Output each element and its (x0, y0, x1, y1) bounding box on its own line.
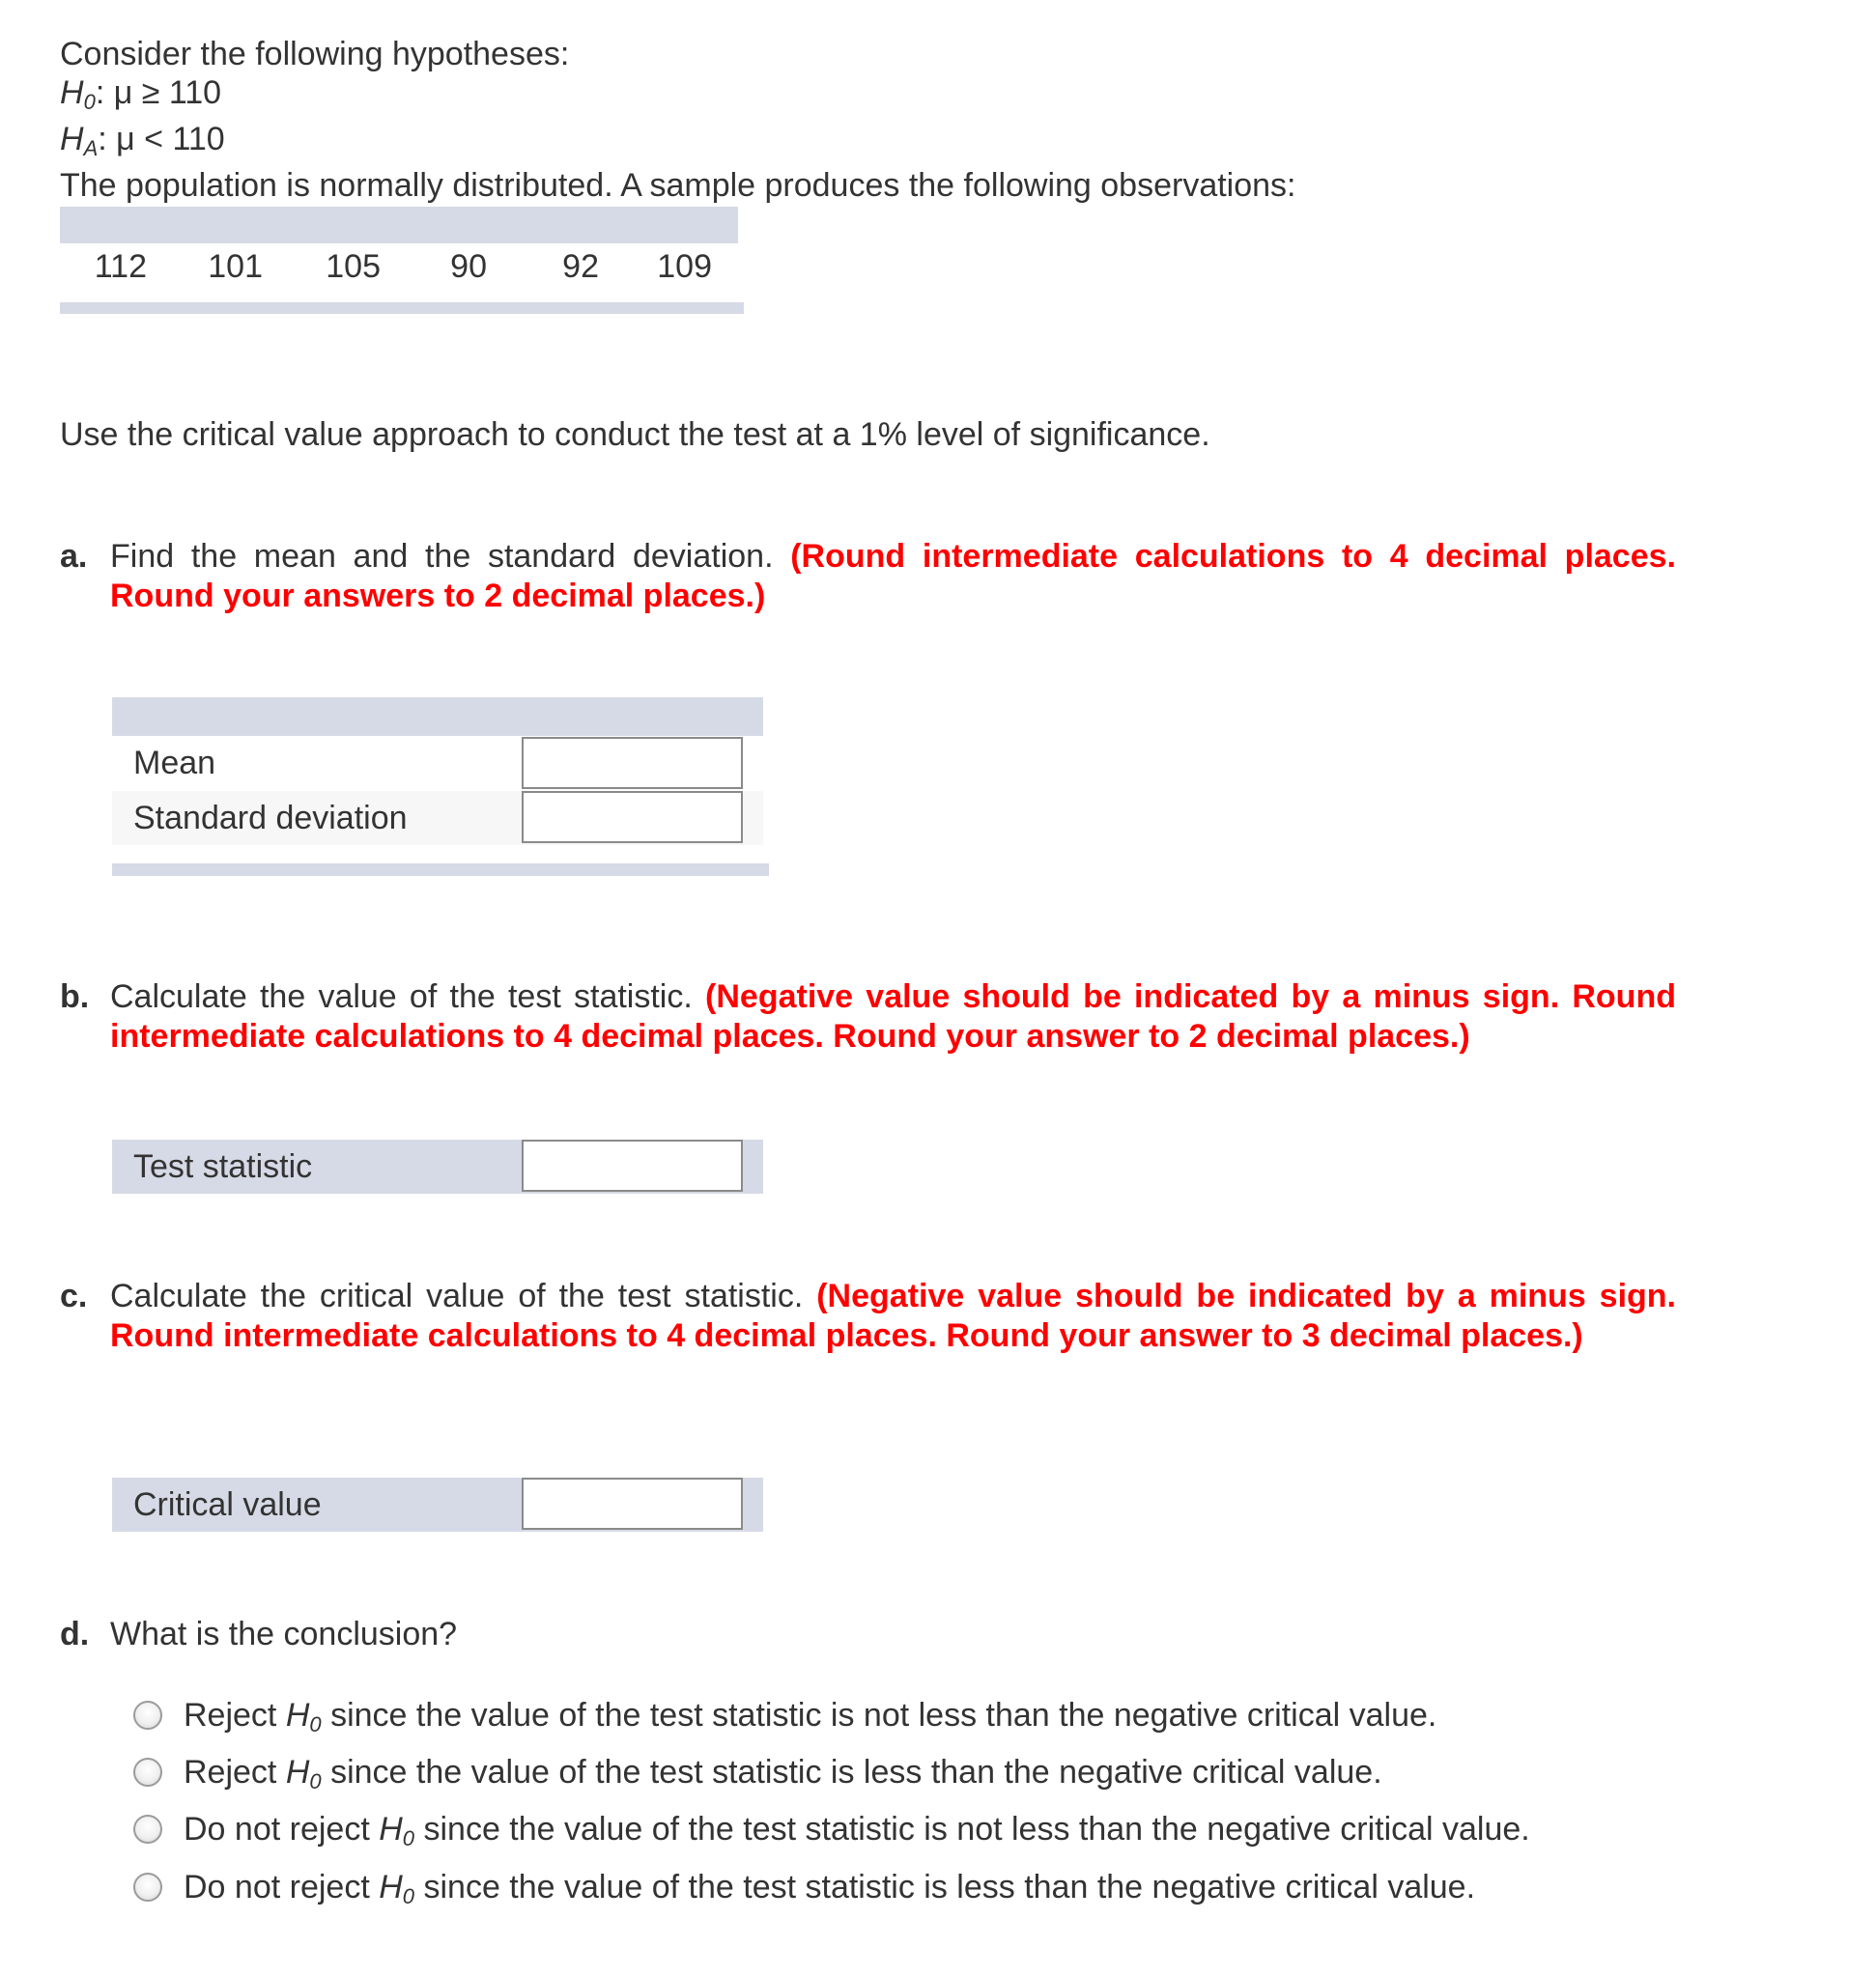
null-hypothesis-subscript: 0 (83, 90, 96, 114)
conclusion-option-label[interactable] (184, 1696, 1436, 1744)
part-a-question (110, 537, 1676, 616)
option-hypothesis-symbol: H (379, 1811, 403, 1848)
null-hypothesis-statement: : μ ≥ 110 (95, 74, 222, 111)
mean-sd-footer-bar (112, 863, 769, 876)
part-a-note: (Round intermediate calculations to 4 decimal places. Round your answers to 2 decimal places.) (110, 538, 1676, 614)
part-c-note: (Negative value should be indicated by a minus sign. Round intermediate calculations to 4 decimal places. Round your answer to 3 decimal places.) (110, 1278, 1676, 1354)
observation-cell: 101 (208, 248, 263, 285)
option-suffix: since the value of the test statistic is less than the negative critical value. (414, 1869, 1476, 1905)
part-c-question (110, 1277, 1676, 1356)
part-d-question: What is the conclusion? (110, 1616, 458, 1652)
observation-cell: 105 (326, 248, 381, 285)
null-hypothesis-symbol: H (60, 74, 84, 111)
observation-cell: 112 (94, 248, 147, 285)
conclusion-option-label[interactable] (184, 1868, 1475, 1916)
alternative-hypothesis-symbol: H (60, 121, 84, 157)
test-statistic-input[interactable] (522, 1140, 743, 1192)
part-b-note: (Negative value should be indicated by a minus sign. Round intermediate calculations to 4 decimal places. Round your answer to 2 decimal places.) (110, 978, 1676, 1055)
observation-cell: 109 (657, 248, 712, 285)
conclusion-option-label[interactable] (184, 1810, 1530, 1858)
alternative-hypothesis (60, 120, 225, 168)
option-hypothesis-symbol: H (379, 1869, 403, 1905)
observation-cell: 92 (562, 248, 599, 285)
mean-input[interactable] (522, 737, 743, 789)
observation-cell: 90 (450, 248, 487, 285)
radio-button[interactable] (133, 1815, 162, 1844)
critical-value-label: Critical value (133, 1486, 322, 1523)
option-suffix: since the value of the test statistic is less than the negative critical value. (321, 1754, 1382, 1791)
option-prefix: Reject (184, 1754, 286, 1791)
mean-sd-header-bar (112, 697, 763, 736)
population-text: The population is normally distributed. A sample produces the following observations: (60, 167, 1296, 204)
option-suffix: since the value of the test statistic is not less than the negative critical value. (414, 1811, 1530, 1848)
test-statistic-label: Test statistic (133, 1148, 313, 1185)
option-hypothesis-subscript: 0 (309, 1769, 322, 1793)
part-d-letter: d. (60, 1616, 90, 1652)
observations-header-bar (60, 207, 738, 243)
radio-button[interactable] (133, 1758, 162, 1787)
alternative-hypothesis-statement: : μ < 110 (98, 121, 225, 157)
intro-text: Consider the following hypotheses: (60, 36, 570, 72)
part-b-letter: b. (60, 978, 90, 1015)
radio-button[interactable] (133, 1873, 162, 1902)
part-b-text: Calculate the value of the test statistic. (110, 978, 693, 1015)
instruction-text: Use the critical value approach to conduct the test at a 1% level of significance. (60, 416, 1210, 453)
option-hypothesis-subscript: 0 (309, 1712, 322, 1736)
option-prefix: Reject (184, 1697, 286, 1734)
conclusion-option-label[interactable] (184, 1753, 1382, 1801)
part-a-text: Find the mean and the standard deviation. (110, 538, 774, 575)
option-prefix: Do not reject (184, 1869, 380, 1905)
option-prefix: Do not reject (184, 1811, 380, 1848)
critical-value-input[interactable] (522, 1478, 743, 1530)
option-hypothesis-subscript: 0 (402, 1884, 415, 1908)
part-a-letter: a. (60, 538, 88, 575)
observations-footer-bar (60, 302, 744, 314)
null-hypothesis (60, 73, 221, 122)
standard-deviation-input[interactable] (522, 791, 743, 843)
option-suffix: since the value of the test statistic is not less than the negative critical value. (321, 1697, 1437, 1734)
radio-button[interactable] (133, 1701, 162, 1730)
alternative-hypothesis-subscript: A (83, 136, 99, 160)
option-hypothesis-symbol: H (285, 1697, 310, 1734)
mean-label: Mean (133, 745, 216, 781)
part-b-question (110, 977, 1676, 1057)
option-hypothesis-symbol: H (285, 1754, 310, 1791)
part-c-text: Calculate the critical value of the test statistic. (110, 1278, 804, 1314)
standard-deviation-label: Standard deviation (133, 800, 408, 836)
part-c-letter: c. (60, 1278, 88, 1314)
option-hypothesis-subscript: 0 (402, 1826, 415, 1850)
